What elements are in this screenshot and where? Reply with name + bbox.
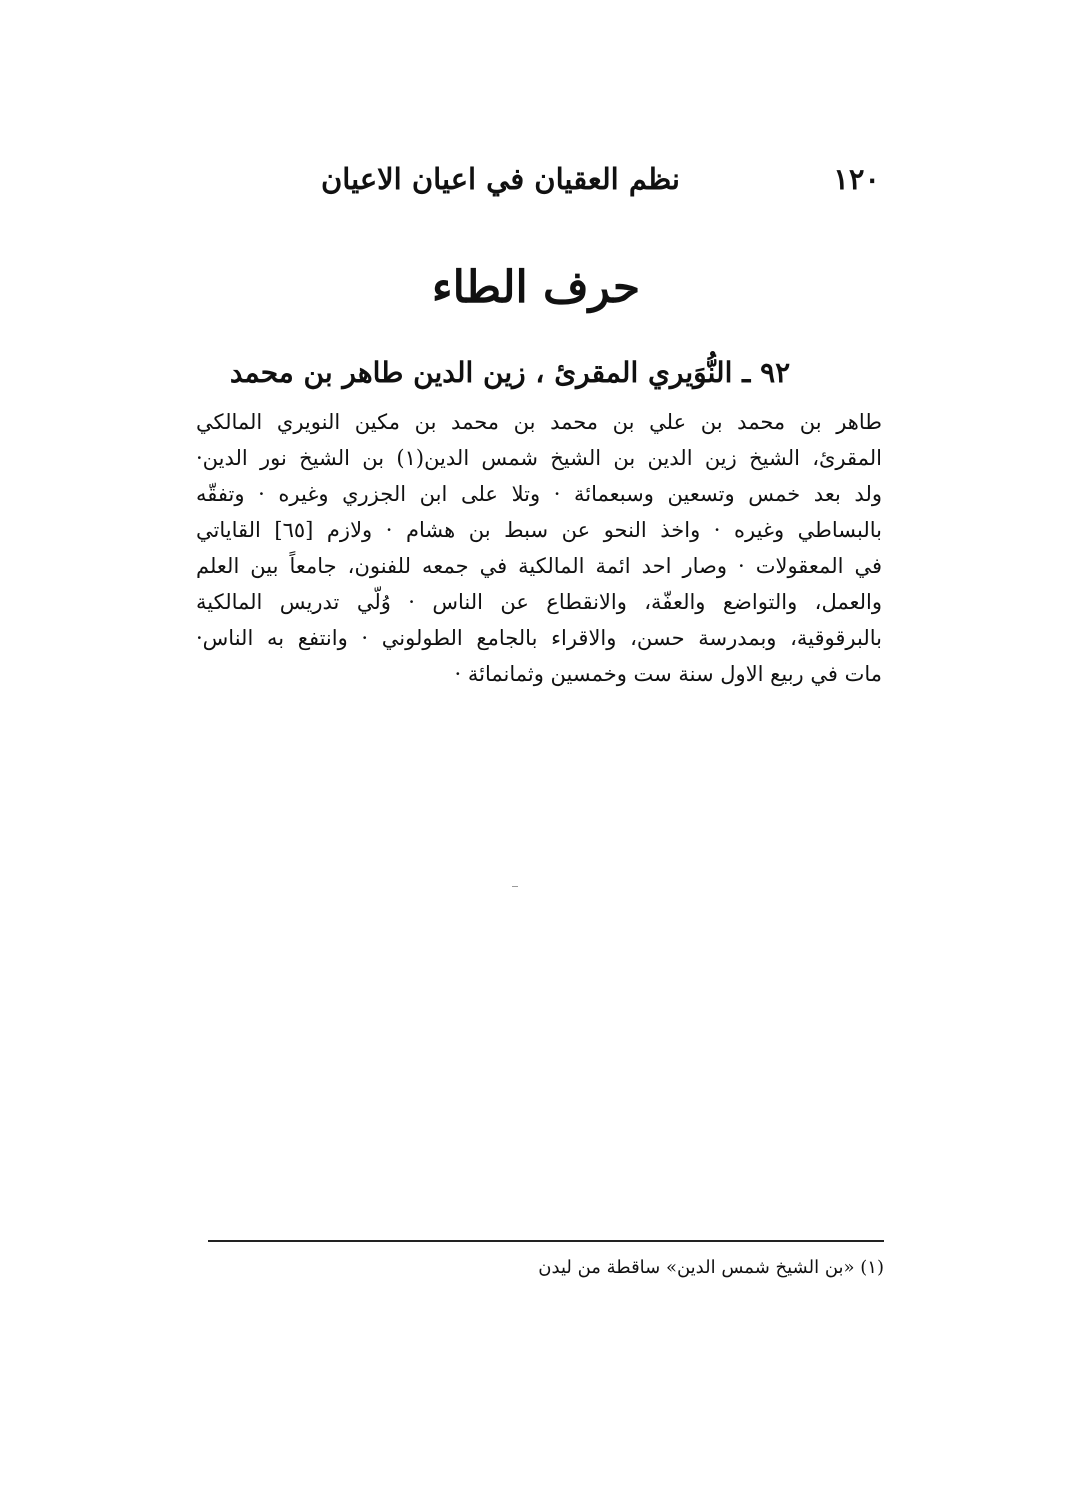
body-line: المقرئ، الشيخ زين الدين بن الشيخ شمس الدين(١) بن الشيخ نور الدين· (196, 446, 882, 470)
body-line: بالبرقوقية، وبمدرسة حسن، والاقراء بالجامع الطولوني · وانتفع به الناس· (196, 626, 882, 650)
body-line: بالبساطي وغيره · واخذ النحو عن سبط بن هشام · ولازم [٦٥] القاياتي (196, 518, 882, 542)
footnote-divider (208, 1240, 884, 1242)
body-line: مات في ربيع الاول سنة ست وخمسين وثمانمائة · (454, 662, 882, 686)
entry-heading: ٩٢ ـ النُّوَيري المقرئ ، زين الدين طاهر بن محمد (229, 356, 791, 389)
chapter-heading: حرف الطاء (431, 262, 641, 313)
footnote: (١) «بن الشيخ شمس الدين» ساقطة من ليدن (538, 1257, 884, 1278)
page-number: ١٢٠ (833, 162, 880, 196)
running-title: نظم العقيان في اعيان الاعيان (320, 162, 680, 196)
body-line: طاهر بن محمد بن علي بن محمد بن محمد بن مكين النويري المالكي (196, 410, 882, 434)
body-line: في المعقولات · وصار احد ائمة المالكية في جمعه للفنون، جامعاً بين العلم (196, 554, 882, 578)
body-line: ولد بعد خمس وتسعين وسبعمائة · وتلا على ابن الجزري وغيره · وتفقّه (196, 482, 882, 506)
body-line: والعمل، والتواضع والعفّة، والانقطاع عن الناس · وُلّي تدريس المالكية (196, 590, 882, 614)
entry-body (196, 404, 882, 692)
scan-speck (512, 886, 518, 887)
